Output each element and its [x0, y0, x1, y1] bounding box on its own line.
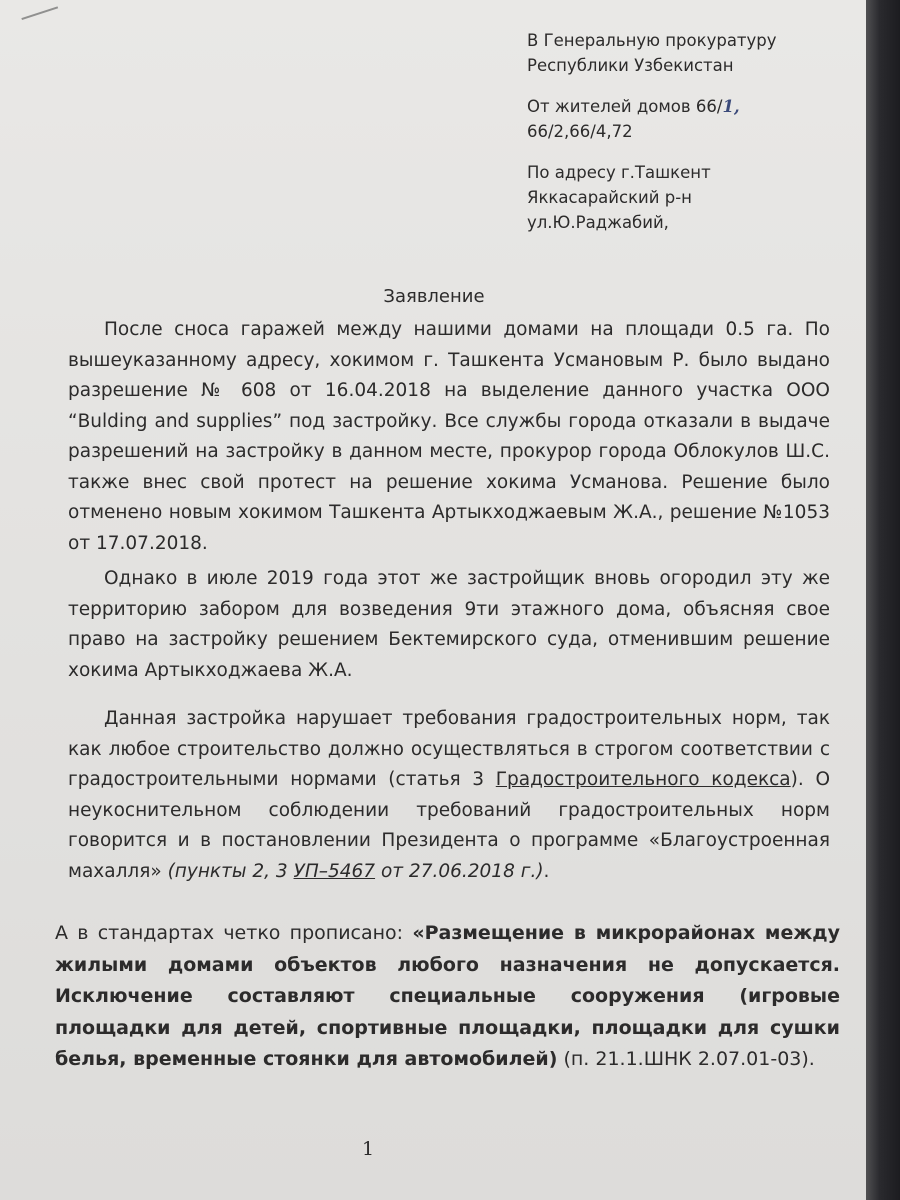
- paragraph-3: [68, 704, 830, 887]
- document-title: Заявление: [383, 286, 485, 307]
- sender-line-1: [527, 94, 827, 119]
- paragraph-3-part-2: ). О неукоснительном соблюдении требований градостроительных норм говорится и в постановлении Президента о программе «Благоустроенная махалля»: [68, 769, 831, 882]
- paragraph-2-text: Однако в июле 2019 года этот же застройщик вновь огородил эту же территорию забором для возведения 9ти этажного дома, объясняя свое право на застройку решением Бектемирского суда, отменившим решение хокима Артыкходжаева Ж.А.: [68, 568, 830, 681]
- addressee-line-1: В Генеральную прокуратуру: [527, 31, 777, 50]
- paragraph-3-part-1: Данная застройка нарушает требования градостроительных норм, так как любое строительство должно осуществляться в строгом соответствии с градостроительными нормами (статья 3: [68, 708, 830, 790]
- standards-quote: «Размещение в микрорайонах между жилыми домами объектов любого назначения не допускается. Исключение составляют специальные сооружения (игровые площадки для детей, спортивные площадки, площадки для сушки белья, временные стоянки для автомобилей): [55, 922, 840, 1070]
- paragraph-1: [68, 315, 830, 559]
- paragraph-2: [68, 564, 830, 686]
- address-line-2: Яккасарайский р-н: [527, 188, 692, 207]
- decree-date-text: от 27.06.2018 г.): [375, 860, 544, 882]
- sender-line-1-text: От жителей домов 66/: [527, 97, 723, 116]
- sender-line-2: 66/2,66/4,72: [527, 122, 633, 141]
- paragraph-4-tail: (п. 21.1.ШНК 2.07.01-03).: [557, 1048, 815, 1070]
- decree-reference: УП–5467: [293, 860, 376, 882]
- fold-mark: [16, 0, 58, 20]
- paragraph-3-end: .: [543, 860, 550, 882]
- background-edge: [866, 0, 900, 1200]
- handwritten-correction: 1,: [722, 97, 740, 116]
- addressee-line-2: Республики Узбекистан: [527, 56, 734, 75]
- address-line-3: ул.Ю.Раджабий,: [527, 213, 669, 232]
- decree-points-text: (пункты 2, 3: [167, 860, 294, 882]
- address-line-1: По адресу г.Ташкент: [527, 163, 711, 182]
- addressee-block: [527, 28, 827, 235]
- urban-code-reference: Градостроительного кодекса: [495, 769, 791, 790]
- paragraph-1-text: После сноса гаражей между нашими домами на площади 0.5 га. По вышеуказанному адресу, хокимом г. Ташкента Усмановым Р. было выдано разрешение № 608 от 16.04.2018 на выделение данного участка ООО “Bulding and supplies” под застройку. Все службы города отказали в выдаче разрешений на застройку в данном месте, прокурор города Облокулов Ш.С. также внес свой протест на решение хокима Усманова. Решение было отменено новым хокимом Ташкента Артыкходжаевым Ж.А., решение №1053 от 17.07.2018.: [68, 319, 830, 554]
- paragraph-4-lead: А в стандартах четко прописано:: [55, 922, 413, 944]
- page-number: 1: [361, 1138, 375, 1160]
- paragraph-4: [55, 918, 840, 1076]
